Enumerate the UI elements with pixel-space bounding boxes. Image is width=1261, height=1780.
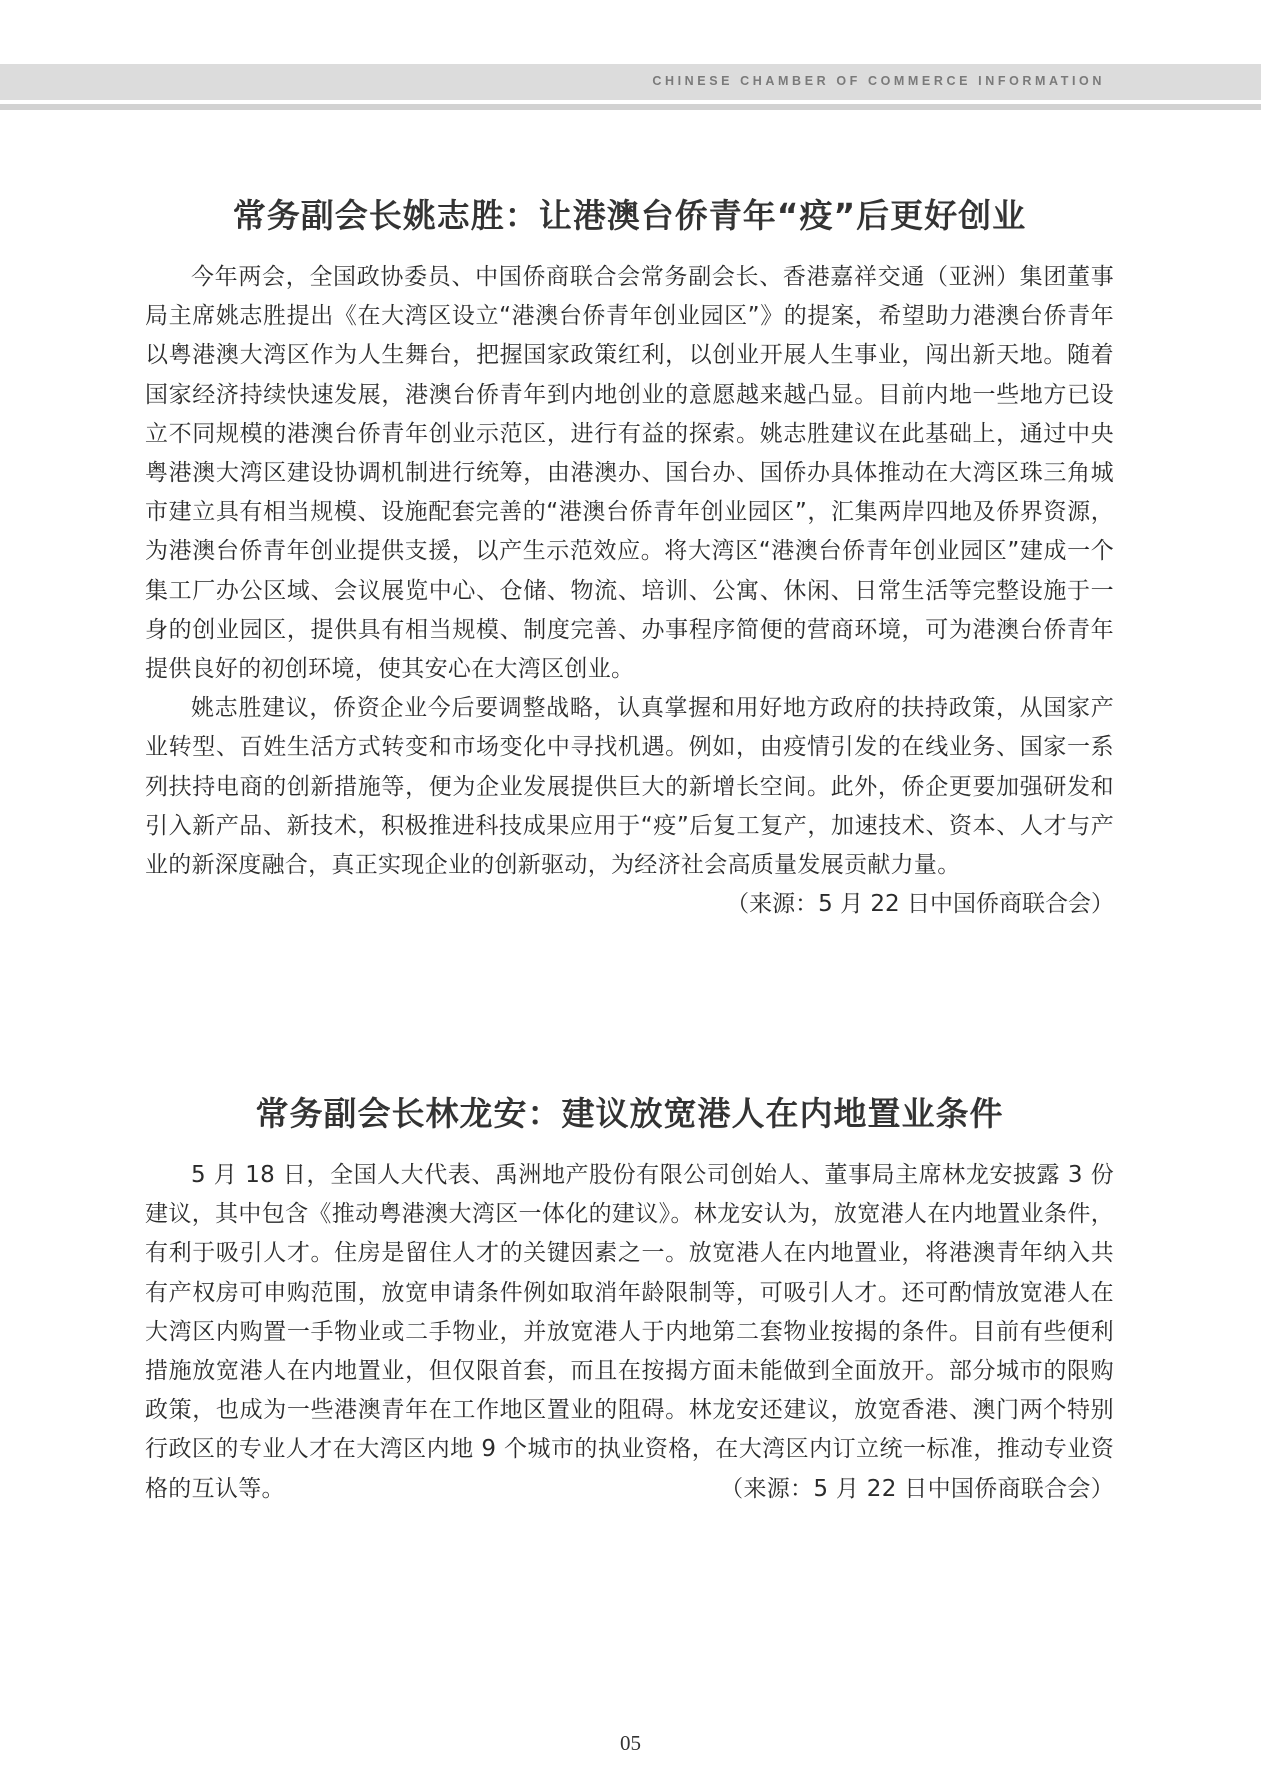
article-title: 常务副会长林龙安：建议放宽港人在内地置业条件 [255, 1094, 1004, 1133]
article-title: 常务副会长姚志胜：让港澳台侨青年“疫”后更好创业 [232, 196, 1027, 235]
article-paragraph-text: 5 月 18 日，全国人大代表、禹洲地产股份有限公司创始人、董事局主席林龙安披露 3 份建议，其中包含《推动粤港澳大湾区一体化的建议》。林龙安认为，放宽港人在内地置业条件，有利于吸引人才。住房是留住人才的关键因素之一。放宽港人在内地置业，将港澳青年纳入共有产权房可申购范围，放宽申请条件例如取消年龄限制等，可吸引人才。还可酌情放宽港人在大湾区内购置一手物业或二手物业，并放宽港人于内地第二套物业按揭的条件。目前有些便利措施放宽港人在内地置业，但仅限首套，而且在按揭方面未能做到全面放开。部分城市的限购政策，也成为一些港澳青年在工作地区置业的阻碍。林龙安还建议，放宽香港、澳门两个特别行政区的专业人才在大湾区内地 9 个城市的执业资格，在大湾区内订立统一标准，推动专业资格的互认等。 [145, 1162, 1114, 1502]
article-yao-zhisheng [145, 192, 1114, 924]
article-source: （来源：5 月 22 日中国侨商联合会） [720, 1475, 1114, 1502]
article-lin-longan [145, 1090, 1114, 1509]
publication-banner: CHINESE CHAMBER OF COMMERCE INFORMATION [652, 74, 1105, 88]
page-number: 05 [620, 1731, 641, 1755]
article-paragraph [145, 1156, 1114, 1509]
article-paragraph: 姚志胜建议，侨资企业今后要调整战略，认真掌握和用好地方政府的扶持政策，从国家产业转型、百姓生活方式转变和市场变化中寻找机遇。例如，由疫情引发的在线业务、国家一系列扶持电商的创新措施等，便为企业发展提供巨大的新增长空间。此外，侨企更要加强研发和引入新产品、新技术，积极推进科技成果应用于“疫”后复工复产，加速技术、资本、人才与产业的新深度融合，真正实现企业的创新驱动，为经济社会高质量发展贡献力量。 [145, 695, 1114, 879]
article-source: （来源：5 月 22 日中国侨商联合会） [726, 891, 1114, 918]
header-rule [0, 104, 1261, 110]
article-paragraph: 今年两会，全国政协委员、中国侨商联合会常务副会长、香港嘉祥交通（亚洲）集团董事局主席姚志胜提出《在大湾区设立“港澳台侨青年创业园区”》的提案，希望助力港澳台侨青年以粤港澳大湾区作为人生舞台，把握国家政策红利，以创业开展人生事业，闯出新天地。随着国家经济持续快速发展，港澳台侨青年到内地创业的意愿越来越凸显。目前内地一些地方已设立不同规模的港澳台侨青年创业示范区，进行有益的探索。姚志胜建议在此基础上，通过中央粤港澳大湾区建设协调机制进行统筹，由港澳办、国台办、国侨办具体推动在大湾区珠三角城市建立具有相当规模、设施配套完善的“港澳台侨青年创业园区”，汇集两岸四地及侨界资源，为港澳台侨青年创业提供支援，以产生示范效应。将大湾区“港澳台侨青年创业园区”建成一个集工厂办公区域、会议展览中心、仓储、物流、培训、公寓、休闲、日常生活等完整设施于一身的创业园区，提供具有相当规模、制度完善、办事程序简便的营商环境，可为港澳台侨青年提供良好的初创环境，使其安心在大湾区创业。 [145, 264, 1114, 683]
